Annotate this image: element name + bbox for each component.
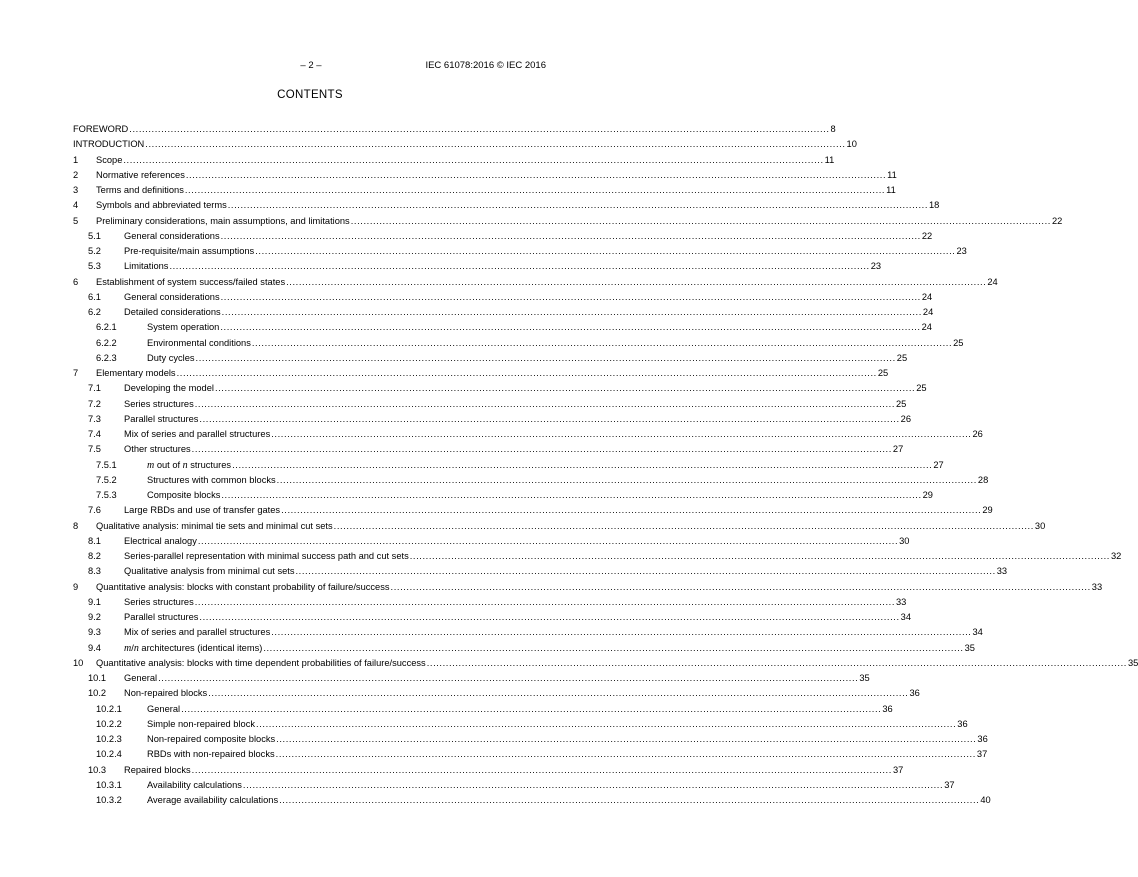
- toc-entry-page: 36: [957, 718, 968, 729]
- toc-entry[interactable]: [73, 763, 904, 778]
- toc-entry-line: [124, 427, 983, 442]
- toc-entry-title: Detailed considerations: [124, 307, 221, 317]
- toc-entry-page: 11: [887, 169, 897, 180]
- toc-dot-leader: ............................................................................................................................................................................................................................: [350, 215, 1051, 226]
- toc-entry[interactable]: [73, 702, 893, 717]
- toc-entry[interactable]: [73, 793, 991, 808]
- toc-entry-number: 4: [73, 200, 79, 211]
- toc-entry-title-mid: /: [131, 642, 134, 653]
- toc-entry-page: 18: [929, 200, 940, 211]
- toc-dot-leader: ............................................................................................................................................................................................................................: [220, 291, 921, 302]
- toc-dot-leader: ............................................................................................................................................................................................................................: [184, 185, 886, 195]
- toc-entry-title: Non-repaired blocks: [124, 688, 208, 699]
- toc-dot-leader: ............................................................................................................................................................................................................................: [208, 688, 909, 699]
- toc-entry-page: 37: [892, 764, 904, 775]
- toc-entry-page: 26: [900, 413, 912, 424]
- toc-entry-number: 2: [73, 169, 79, 180]
- toc-entry[interactable]: [73, 397, 907, 412]
- toc-entry[interactable]: [73, 412, 912, 427]
- toc-entry-line: [147, 732, 988, 747]
- toc-dot-leader: ............................................................................................................................................................................................................................: [286, 276, 987, 287]
- toc-entry-number: 6.2: [88, 307, 101, 317]
- toc-entry-line: [96, 580, 1103, 595]
- toc-entry-page: 8: [830, 124, 836, 134]
- toc-entry[interactable]: [73, 717, 968, 732]
- toc-entry[interactable]: [73, 336, 964, 351]
- toc-entry-line: [73, 137, 857, 152]
- toc-entry-number: 7.5.2: [96, 474, 117, 485]
- toc-entry-title: Electrical analogy: [124, 535, 197, 546]
- toc-entry-line: [147, 793, 991, 808]
- toc-entry-page: 25: [877, 368, 889, 378]
- toc-entry-number: 10.1: [88, 673, 107, 683]
- toc-entry-line: [124, 412, 912, 427]
- toc-dot-leader: ............................................................................................................................................................................................................................: [176, 368, 877, 378]
- toc-entry-title-rest: structures: [187, 459, 232, 470]
- toc-dot-leader: ............................................................................................................................................................................................................................: [276, 734, 977, 744]
- toc-entry-line: [124, 763, 904, 778]
- toc-dot-leader: ............................................................................................................................................................................................................................: [242, 779, 944, 790]
- toc-entry-number: 8.3: [88, 566, 101, 577]
- toc-entry-number: 5.2: [88, 246, 101, 256]
- toc-entry-title: Symbols and abbreviated terms: [96, 200, 227, 211]
- toc-entry-page: 24: [921, 291, 933, 302]
- toc-entry-line: [124, 503, 993, 518]
- toc-entry[interactable]: [73, 595, 907, 610]
- toc-entry[interactable]: [73, 610, 912, 625]
- toc-dot-leader: ............................................................................................................................................................................................................................: [214, 383, 916, 394]
- toc-entry-number: 7.4: [88, 429, 101, 439]
- toc-entry[interactable]: [73, 229, 933, 244]
- toc-entry-title: Series structures: [124, 596, 194, 607]
- toc-entry-number: 10.3: [88, 764, 107, 775]
- toc-entry-line: [124, 641, 975, 656]
- toc-entry-page: 30: [899, 535, 910, 546]
- toc-dot-leader: ............................................................................................................................................................................................................................: [281, 505, 982, 516]
- toc-entry[interactable]: [73, 519, 1046, 534]
- toc-entry-math-n: n: [182, 459, 188, 471]
- toc-entry-math-m: m: [124, 642, 132, 654]
- toc-entry-title: Series-parallel representation with minimal success path and cut sets: [124, 551, 409, 561]
- toc-dot-leader: ............................................................................................................................................................................................................................: [199, 612, 900, 622]
- toc-entry[interactable]: [73, 580, 1103, 595]
- toc-entry-page: 35: [964, 642, 975, 653]
- toc-entry[interactable]: [73, 427, 983, 442]
- toc-entry-title: Series structures: [124, 398, 194, 409]
- toc-entry-number: 7.3: [88, 413, 101, 424]
- toc-dot-leader: ............................................................................................................................................................................................................................: [181, 703, 882, 714]
- toc-entry-line: [124, 610, 912, 625]
- toc-entry[interactable]: [73, 488, 933, 503]
- toc-dot-leader: ............................................................................................................................................................................................................................: [221, 307, 922, 317]
- toc-entry-page: 36: [909, 688, 920, 699]
- toc-dot-leader: ............................................................................................................................................................................................................................: [271, 429, 972, 439]
- toc-entry-line: [124, 686, 920, 701]
- toc-entry[interactable]: [73, 137, 857, 152]
- toc-entry-page: 33: [1091, 581, 1103, 592]
- toc-dot-leader: ............................................................................................................................................................................................................................: [255, 246, 956, 256]
- toc-entry-page: 35: [859, 673, 870, 683]
- toc-entry-title: FOREWORD: [73, 124, 129, 134]
- toc-entry[interactable]: [73, 290, 933, 305]
- toc-entry-page: 27: [933, 459, 944, 470]
- toc-entry-number: 10.2.3: [96, 734, 122, 744]
- toc-entry-title: Environmental conditions: [147, 337, 251, 348]
- toc-dot-leader: ............................................................................................................................................................................................................................: [276, 474, 977, 485]
- toc-dot-leader: ............................................................................................................................................................................................................................: [197, 535, 899, 546]
- toc-entry-title: Parallel structures: [124, 612, 199, 622]
- toc-entry-number: 10.2.2: [96, 718, 122, 729]
- toc-entry-line: [124, 549, 1122, 564]
- toc-entry-line: [147, 778, 955, 793]
- toc-entry-number: 5.3: [88, 261, 101, 272]
- toc-entry-line: [147, 351, 908, 366]
- toc-entry[interactable]: [73, 244, 967, 259]
- toc-entry-title: Large RBDs and use of transfer gates: [124, 505, 281, 516]
- toc-entry-page: 37: [976, 749, 988, 760]
- toc-dot-leader: ............................................................................................................................................................................................................................: [227, 200, 929, 211]
- toc-entry-line: [96, 519, 1046, 534]
- toc-entry-title: Normative references: [96, 169, 185, 180]
- toc-entry[interactable]: [73, 214, 1063, 229]
- toc-entry-number: 7.5.1: [96, 459, 117, 470]
- toc-entry-line: [147, 320, 932, 335]
- toc-entry-number: 6.2.2: [96, 337, 117, 348]
- toc-entry-number: 3: [73, 185, 79, 195]
- toc-entry[interactable]: [73, 732, 988, 747]
- toc-entry-page: 36: [882, 703, 893, 714]
- toc-entry-number: 6.2.3: [96, 352, 117, 363]
- toc-entry-page: 22: [921, 230, 933, 241]
- toc-entry-title: [147, 458, 232, 473]
- toc-entry[interactable]: [73, 168, 897, 183]
- toc-entry-page: 26: [972, 429, 983, 439]
- toc-entry-page: 29: [922, 490, 933, 500]
- toc-entry-number: 6.2.1: [96, 322, 117, 333]
- toc-entry-title: General considerations: [124, 230, 220, 241]
- toc-entry-page: 10: [846, 139, 857, 150]
- toc-entry-page: 25: [896, 398, 907, 409]
- toc-entry-number: 6.1: [88, 291, 101, 302]
- toc-entry-title: Limitations: [124, 261, 169, 272]
- toc-entry-line: [73, 122, 836, 137]
- toc-entry-number: 7.5.3: [96, 490, 117, 500]
- toc-entry-title: Other structures: [124, 444, 191, 455]
- toc-entry-line: [124, 397, 907, 412]
- toc-entry[interactable]: [73, 686, 920, 701]
- toc-entry-page: 11: [886, 185, 896, 195]
- toc-entry-title: Mix of series and parallel structures: [124, 429, 271, 439]
- toc-entry-line: [96, 168, 897, 183]
- toc-entry-page: 32: [1111, 551, 1122, 561]
- toc-entry[interactable]: [73, 259, 882, 274]
- toc-entry-number: 8.1: [88, 535, 101, 546]
- contents-title: CONTENTS: [277, 89, 343, 101]
- toc-dot-leader: ............................................................................................................................................................................................................................: [256, 718, 957, 729]
- toc-entry-number: 7.2: [88, 398, 101, 409]
- toc-entry-line: [96, 183, 896, 198]
- toc-entry-line: [96, 153, 835, 168]
- toc-entry-math-m: m: [147, 459, 155, 471]
- toc-entry-number: 1: [73, 154, 79, 165]
- toc-dot-leader: ............................................................................................................................................................................................................................: [195, 352, 896, 363]
- toc-entry-line: [124, 595, 907, 610]
- toc-entry[interactable]: [73, 351, 908, 366]
- toc-entry-title: RBDs with non-repaired blocks: [147, 749, 275, 760]
- toc-entry-title: Scope: [96, 154, 123, 165]
- toc-entry-title: Average availability calculations: [147, 795, 279, 805]
- page-number: – 2 –: [300, 60, 322, 71]
- toc-entry-title: INTRODUCTION: [73, 139, 145, 150]
- toc-entry-title: General considerations: [124, 291, 220, 302]
- toc-entry-title: General: [124, 673, 158, 683]
- toc-entry-page: 37: [944, 779, 955, 790]
- toc-entry-title: Qualitative analysis from minimal cut sets: [124, 566, 295, 577]
- toc-entry-number: 9.3: [88, 627, 101, 638]
- toc-entry-title: General: [147, 703, 181, 714]
- toc-entry[interactable]: [73, 503, 993, 518]
- toc-entry[interactable]: [73, 122, 836, 137]
- toc-entry-title: Composite blocks: [147, 490, 221, 500]
- toc-entry-line: [147, 336, 964, 351]
- toc-dot-leader: ............................................................................................................................................................................................................................: [145, 139, 846, 150]
- toc-entry-number: 8: [73, 520, 79, 531]
- toc-entry-line: [147, 488, 933, 503]
- toc-entry-line: [96, 366, 889, 381]
- toc-dot-leader: ............................................................................................................................................................................................................................: [194, 596, 896, 607]
- toc-entry-number: 10.3.2: [96, 795, 122, 805]
- toc-entry[interactable]: [73, 656, 1138, 671]
- toc-entry-math-n: n: [133, 642, 139, 654]
- toc-entry-page: 36: [977, 734, 988, 744]
- toc-entry-line: [124, 381, 927, 396]
- toc-entry-title: Preliminary considerations, main assumptions, and limitations: [96, 215, 350, 226]
- toc-entry-title: Availability calculations: [147, 779, 242, 790]
- toc-entry[interactable]: [73, 198, 940, 213]
- toc-entry-page: 34: [900, 612, 912, 622]
- toc-entry-line: [124, 671, 870, 686]
- table-of-contents: [73, 122, 1138, 808]
- toc-entry-number: 9.2: [88, 612, 101, 622]
- toc-dot-leader: ............................................................................................................................................................................................................................: [169, 261, 870, 272]
- toc-entry[interactable]: [73, 641, 975, 656]
- toc-dot-leader: ............................................................................................................................................................................................................................: [123, 154, 824, 165]
- toc-entry-page: 30: [1034, 520, 1046, 531]
- toc-entry-number: 10.3.1: [96, 779, 122, 790]
- toc-entry[interactable]: [73, 381, 927, 396]
- toc-entry-number: 7.5: [88, 444, 101, 455]
- toc-entry-line: [96, 275, 998, 290]
- toc-entry-page: 24: [922, 307, 934, 317]
- toc-entry[interactable]: [73, 778, 955, 793]
- toc-entry-title: System operation: [147, 322, 220, 333]
- toc-entry-page: 35: [1127, 657, 1138, 668]
- toc-entry-line: [124, 229, 933, 244]
- toc-dot-leader: ............................................................................................................................................................................................................................: [279, 795, 980, 805]
- toc-entry-title: Pre-requisite/main assumptions: [124, 246, 255, 256]
- toc-entry[interactable]: [73, 366, 889, 381]
- toc-entry[interactable]: [73, 534, 910, 549]
- toc-entry-line: [147, 747, 988, 762]
- toc-entry[interactable]: [73, 747, 988, 762]
- toc-entry[interactable]: [73, 153, 835, 168]
- toc-entry-page: 23: [956, 246, 967, 256]
- toc-entry-line: [124, 564, 1008, 579]
- toc-entry-title: Mix of series and parallel structures: [124, 627, 271, 638]
- toc-dot-leader: ............................................................................................................................................................................................................................: [158, 673, 859, 683]
- toc-entry-title-rest: architectures (identical items): [138, 642, 263, 653]
- toc-entry[interactable]: [73, 305, 934, 320]
- toc-entry-page: 29: [982, 505, 993, 516]
- toc-dot-leader: ............................................................................................................................................................................................................................: [390, 581, 1091, 592]
- toc-entry-line: [124, 442, 904, 457]
- toc-entry-number: 10: [73, 657, 84, 668]
- toc-entry[interactable]: [73, 625, 983, 640]
- toc-dot-leader: ............................................................................................................................................................................................................................: [199, 413, 900, 424]
- toc-entry-line: [147, 458, 944, 473]
- toc-dot-leader: ............................................................................................................................................................................................................................: [220, 322, 921, 333]
- toc-entry-line: [124, 625, 983, 640]
- toc-entry[interactable]: [73, 320, 932, 335]
- toc-entry-number: 6: [73, 276, 79, 287]
- toc-entry-line: [147, 717, 968, 732]
- toc-entry-number: 9: [73, 581, 79, 592]
- toc-dot-leader: ............................................................................................................................................................................................................................: [194, 398, 896, 409]
- toc-entry-number: 5: [73, 215, 79, 226]
- toc-entry-page: 27: [892, 444, 904, 455]
- toc-entry-number: 7: [73, 368, 79, 378]
- toc-entry-line: [147, 473, 989, 488]
- toc-entry-page: 40: [980, 795, 991, 805]
- toc-entry[interactable]: [73, 183, 896, 198]
- toc-dot-leader: ............................................................................................................................................................................................................................: [232, 459, 933, 470]
- toc-entry-title: Quantitative analysis: blocks with time dependent probabilities of failure/success: [96, 657, 426, 668]
- toc-dot-leader: ............................................................................................................................................................................................................................: [251, 337, 953, 348]
- toc-entry-line: [96, 656, 1138, 671]
- toc-entry-page: 25: [916, 383, 927, 394]
- toc-dot-leader: ............................................................................................................................................................................................................................: [409, 551, 1110, 561]
- toc-dot-leader: ............................................................................................................................................................................................................................: [129, 124, 830, 134]
- toc-entry-title: Repaired blocks: [124, 764, 191, 775]
- toc-entry-title: Structures with common blocks: [147, 474, 276, 485]
- toc-entry-line: [124, 290, 933, 305]
- toc-entry-title: Qualitative analysis: minimal tie sets and minimal cut sets: [96, 520, 333, 531]
- toc-entry[interactable]: [73, 473, 989, 488]
- toc-entry-title: Establishment of system success/failed states: [96, 276, 286, 287]
- toc-entry-line: [124, 244, 967, 259]
- toc-entry-title: [124, 641, 263, 656]
- toc-entry[interactable]: [73, 442, 904, 457]
- toc-entry-number: 5.1: [88, 230, 101, 241]
- toc-entry-title-mid: out of: [154, 459, 183, 470]
- toc-entry-number: 10.2: [88, 688, 107, 699]
- toc-entry[interactable]: [73, 458, 944, 473]
- toc-entry-title: Duty cycles: [147, 352, 195, 363]
- toc-entry-title: Simple non-repaired block: [147, 718, 256, 729]
- toc-entry-page: 33: [996, 566, 1008, 577]
- toc-entry[interactable]: [73, 549, 1122, 564]
- toc-dot-leader: ............................................................................................................................................................................................................................: [426, 657, 1127, 668]
- toc-entry-title: Developing the model: [124, 383, 214, 394]
- toc-dot-leader: ............................................................................................................................................................................................................................: [333, 520, 1034, 531]
- toc-entry-page: 24: [921, 322, 932, 333]
- toc-entry-title: Quantitative analysis: blocks with constant probability of failure/success: [96, 581, 390, 592]
- document-reference: IEC 61078:2016 © IEC 2016: [425, 60, 546, 71]
- toc-entry-line: [147, 702, 893, 717]
- toc-entry-page: 28: [977, 474, 989, 485]
- toc-dot-leader: ............................................................................................................................................................................................................................: [295, 566, 996, 577]
- toc-dot-leader: ............................................................................................................................................................................................................................: [185, 169, 887, 180]
- toc-dot-leader: ............................................................................................................................................................................................................................: [220, 230, 921, 241]
- toc-entry-page: 22: [1051, 215, 1063, 226]
- toc-entry-line: [96, 214, 1063, 229]
- toc-entry-page: 25: [953, 337, 964, 348]
- toc-dot-leader: ............................................................................................................................................................................................................................: [271, 627, 972, 638]
- toc-entry[interactable]: [73, 564, 1008, 579]
- toc-entry-page: 24: [987, 276, 998, 287]
- toc-entry[interactable]: [73, 275, 998, 290]
- toc-entry-line: [124, 305, 934, 320]
- toc-entry-page: 11: [824, 154, 835, 165]
- toc-entry-number: 10.2.4: [96, 749, 122, 760]
- toc-entry-title: Non-repaired composite blocks: [147, 734, 276, 744]
- toc-entry-title: Parallel structures: [124, 413, 199, 424]
- toc-entry-page: 23: [870, 261, 882, 272]
- toc-entry-line: [124, 534, 910, 549]
- toc-entry-page: 34: [972, 627, 983, 638]
- toc-entry-number: 10.2.1: [96, 703, 122, 714]
- toc-entry-line: [124, 259, 882, 274]
- toc-entry-number: 8.2: [88, 551, 101, 561]
- toc-dot-leader: ............................................................................................................................................................................................................................: [191, 444, 892, 455]
- toc-entry-number: 9.1: [88, 596, 101, 607]
- toc-dot-leader: ............................................................................................................................................................................................................................: [263, 642, 964, 653]
- toc-entry-title: Terms and definitions: [96, 185, 184, 195]
- toc-entry-line: [96, 198, 940, 213]
- toc-dot-leader: ............................................................................................................................................................................................................................: [275, 749, 976, 760]
- toc-entry-number: 7.6: [88, 505, 101, 516]
- toc-entry-page: 25: [896, 352, 908, 363]
- toc-entry-title: Elementary models: [96, 368, 176, 378]
- toc-entry-page: 33: [896, 596, 907, 607]
- toc-entry-number: 7.1: [88, 383, 101, 394]
- toc-entry[interactable]: [73, 671, 870, 686]
- toc-dot-leader: ............................................................................................................................................................................................................................: [221, 490, 922, 500]
- toc-dot-leader: ............................................................................................................................................................................................................................: [191, 764, 892, 775]
- toc-entry-number: 9.4: [88, 642, 101, 653]
